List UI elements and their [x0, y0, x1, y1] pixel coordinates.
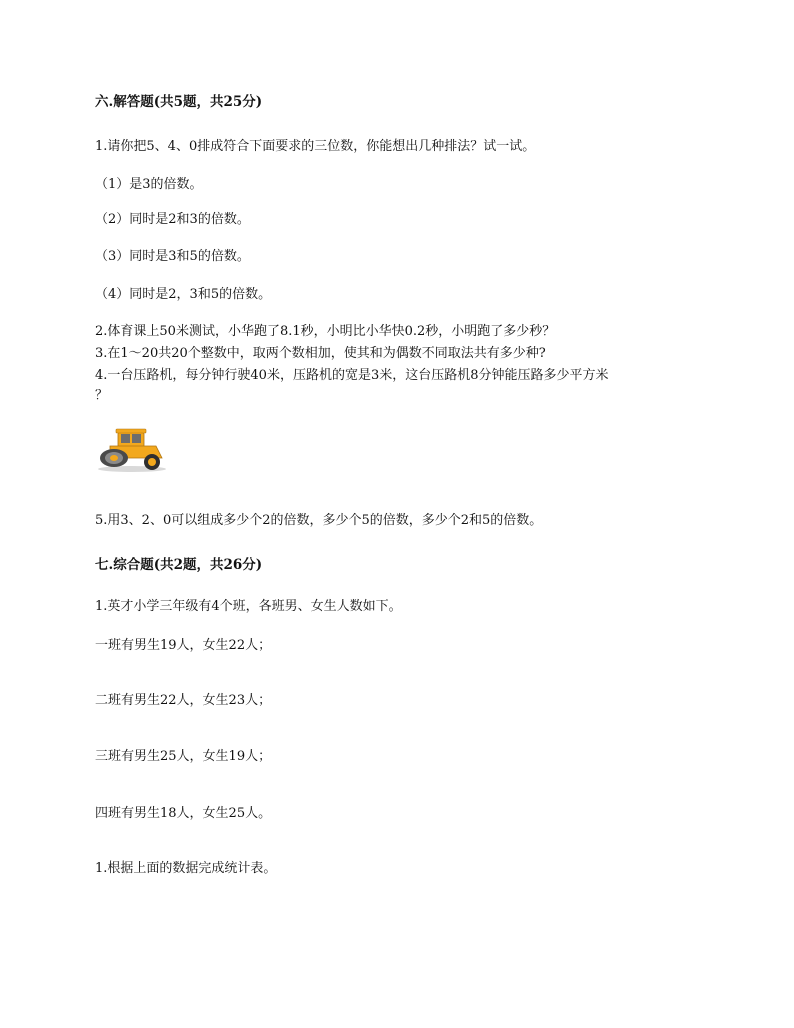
- question-2: 2.体育课上50米测试，小华跑了8.1秒，小明比小华快0.2秒，小明跑了多少秒？: [95, 324, 556, 339]
- question-1-part-2: （2）同时是2和3的倍数。: [95, 212, 250, 227]
- question-4-continuation: ？: [95, 388, 109, 403]
- question-1-part-4: （4）同时是2，3和5的倍数。: [95, 287, 272, 302]
- class-4-data: 四班有男生18人，女生25人。: [95, 806, 272, 821]
- class-2-data: 二班有男生22人，女生23人；: [95, 693, 272, 708]
- question-3: 3.在1～20共20个整数中，取两个数相加，使其和为偶数不同取法共有多少种?: [95, 346, 546, 361]
- class-1-data: 一班有男生19人，女生22人；: [95, 638, 272, 653]
- road-roller-image: [96, 424, 168, 474]
- question-4: 4.一台压路机，每分钟行驶40米，压路机的宽是3米，这台压路机8分钟能压路多少平方米: [95, 368, 609, 383]
- section-6-heading: 六.解答题(共5题，共25分): [95, 94, 263, 110]
- question-1: 1.请你把5、4、0排成符合下面要求的三位数，你能想出几种排法？试一试。: [95, 139, 536, 154]
- question-5: 5.用3、2、0可以组成多少个2的倍数，多少个5的倍数，多少个2和5的倍数。: [95, 513, 543, 528]
- section-7-question-1: 1.英才小学三年级有4个班，各班男、女生人数如下。: [95, 599, 402, 614]
- sub-question-1: 1.根据上面的数据完成统计表。: [95, 861, 277, 876]
- class-3-data: 三班有男生25人，女生19人；: [95, 749, 272, 764]
- section-7-heading: 七.综合题(共2题，共26分): [95, 557, 263, 573]
- question-1-part-3: （3）同时是3和5的倍数。: [95, 249, 250, 264]
- question-1-part-1: （1）是3的倍数。: [95, 177, 203, 192]
